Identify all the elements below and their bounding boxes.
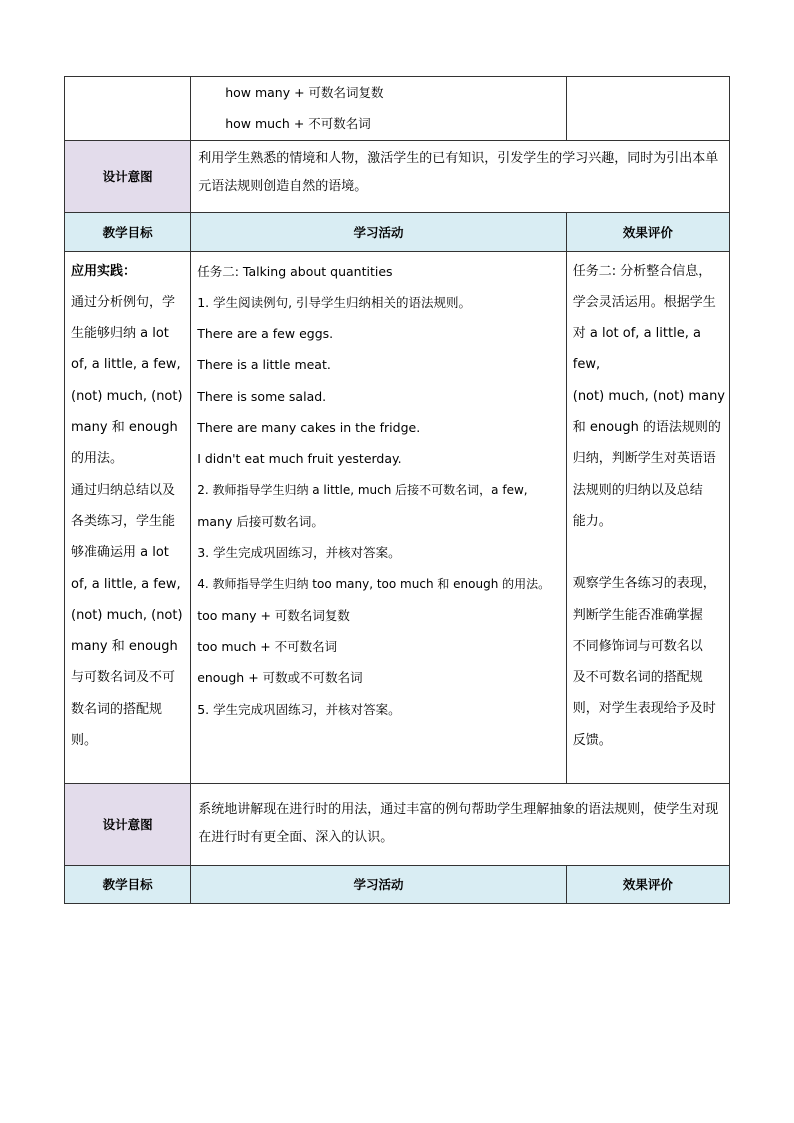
rule-line: too many + 可数名词复数 — [197, 607, 350, 623]
evaluation-line: 对 a lot of, a little, a few, — [572, 326, 701, 373]
example-sentence: There are a few eggs. — [197, 326, 334, 342]
empty-cell — [65, 77, 191, 141]
header-evaluation: 效果评价 — [566, 865, 729, 903]
evaluation-line: 和 enough 的语法规则的 — [572, 420, 721, 436]
goal-line: 够准确运用 a lot — [71, 545, 169, 561]
example-sentence: There is a little meat. — [197, 357, 331, 373]
design-intent-row — [65, 783, 730, 865]
evaluation-line: 及不可数名词的搭配规 — [572, 670, 703, 686]
design-intent-text — [191, 140, 730, 212]
design-intent-paragraph: 系统地讲解现在进行时的用法，通过丰富的例句帮助学生理解抽象的语法规则，使学生对现在进行时有更全面、深入的认识。 — [198, 801, 719, 845]
goal-line: 通过归纳总结以及 — [71, 482, 176, 498]
goal-line: (not) much, (not) — [71, 388, 183, 404]
activity-cell — [191, 251, 567, 783]
goal-line: many 和 enough — [71, 420, 178, 436]
activity-line: 4. 教师指导学生归纳 too many, too much 和 enough 的用法。 — [197, 576, 551, 591]
activity-line: 2. 教师指导学生归纳 a little, much 后接不可数名词，a few, — [197, 482, 528, 497]
goal-line: 数名词的搭配规 — [71, 701, 163, 717]
header-activity: 学习活动 — [191, 865, 567, 903]
goal-line: 则。 — [71, 733, 98, 749]
evaluation-line: 判断学生能否准确掌握 — [572, 607, 703, 623]
design-intent-row — [65, 140, 730, 212]
rule-line: how much + 不可数名词 — [225, 116, 371, 132]
example-sentence: I didn't eat much fruit yesterday. — [197, 451, 402, 467]
activity-line: 3. 学生完成巩固练习，并核对答案。 — [197, 545, 401, 561]
evaluation-line: 反馈。 — [572, 732, 612, 748]
evaluation-line: 能力。 — [572, 513, 612, 529]
goal-line: (not) much, (not) — [71, 607, 183, 623]
example-sentence: There are many cakes in the fridge. — [197, 420, 421, 436]
activity-line: 1. 学生阅读例句, 引导学生归纳相关的语法规则。 — [197, 294, 472, 310]
goal-line: 通过分析例句，学 — [71, 294, 176, 310]
header-row — [65, 212, 730, 251]
evaluation-line: (not) much, (not) many — [572, 388, 725, 404]
design-intent-label: 设计意图 — [65, 140, 191, 212]
evaluation-line: 学会灵活运用。根据学生 — [572, 294, 716, 310]
continuation-row — [65, 77, 730, 141]
lesson-plan-table — [64, 76, 730, 904]
empty-cell — [566, 77, 729, 141]
goal-title: 应用实践： — [71, 263, 137, 279]
goal-cell — [65, 251, 191, 783]
goal-line: 的用法。 — [71, 451, 124, 467]
header-goal: 教学目标 — [65, 865, 191, 903]
header-row — [65, 865, 730, 903]
activity-line: many 后接可数名词。 — [197, 513, 324, 529]
activity-line: 任务二: Talking about quantities — [197, 263, 393, 279]
evaluation-line: 法规则的归纳以及总结 — [572, 482, 703, 498]
rule-line: enough + 可数或不可数名词 — [197, 670, 363, 686]
evaluation-line: 不同修饰词与可数名以 — [572, 638, 703, 654]
activity-line: 5. 学生完成巩固练习，并核对答案。 — [197, 701, 401, 717]
header-goal: 教学目标 — [65, 212, 191, 251]
goal-line: of, a little, a few, — [71, 576, 181, 592]
design-intent-text — [191, 783, 730, 865]
paragraph-gap — [573, 537, 725, 568]
example-sentence: There is some salad. — [197, 388, 327, 404]
goal-line: of, a little, a few, — [71, 357, 181, 373]
header-activity: 学习活动 — [191, 212, 567, 251]
evaluation-line: 观察学生各练习的表现， — [572, 576, 716, 592]
evaluation-line: 任务二: 分析整合信息， — [572, 263, 712, 279]
goal-line: 各类练习，学生能 — [71, 513, 176, 529]
evaluation-line: 则，对学生表现给予及时 — [572, 701, 716, 717]
design-intent-label: 设计意图 — [65, 783, 191, 865]
design-intent-paragraph: 利用学生熟悉的情境和人物，激活学生的已有知识，引发学生的学习兴趣，同时为引出本单元语法规则创造自然的语境。 — [198, 150, 719, 194]
continuation-activity-cell — [191, 77, 567, 141]
goal-line: many 和 enough — [71, 639, 178, 655]
goal-line: 与可数名词及不可 — [71, 670, 176, 686]
goal-line: 生能够归纳 a lot — [71, 326, 169, 342]
rule-line: too much + 不可数名词 — [197, 639, 338, 655]
rule-line: how many + 可数名词复数 — [225, 85, 384, 100]
content-row — [65, 251, 730, 783]
evaluation-cell — [566, 251, 729, 783]
header-evaluation: 效果评价 — [566, 212, 729, 251]
evaluation-line: 归纳，判断学生对英语语 — [572, 451, 716, 467]
